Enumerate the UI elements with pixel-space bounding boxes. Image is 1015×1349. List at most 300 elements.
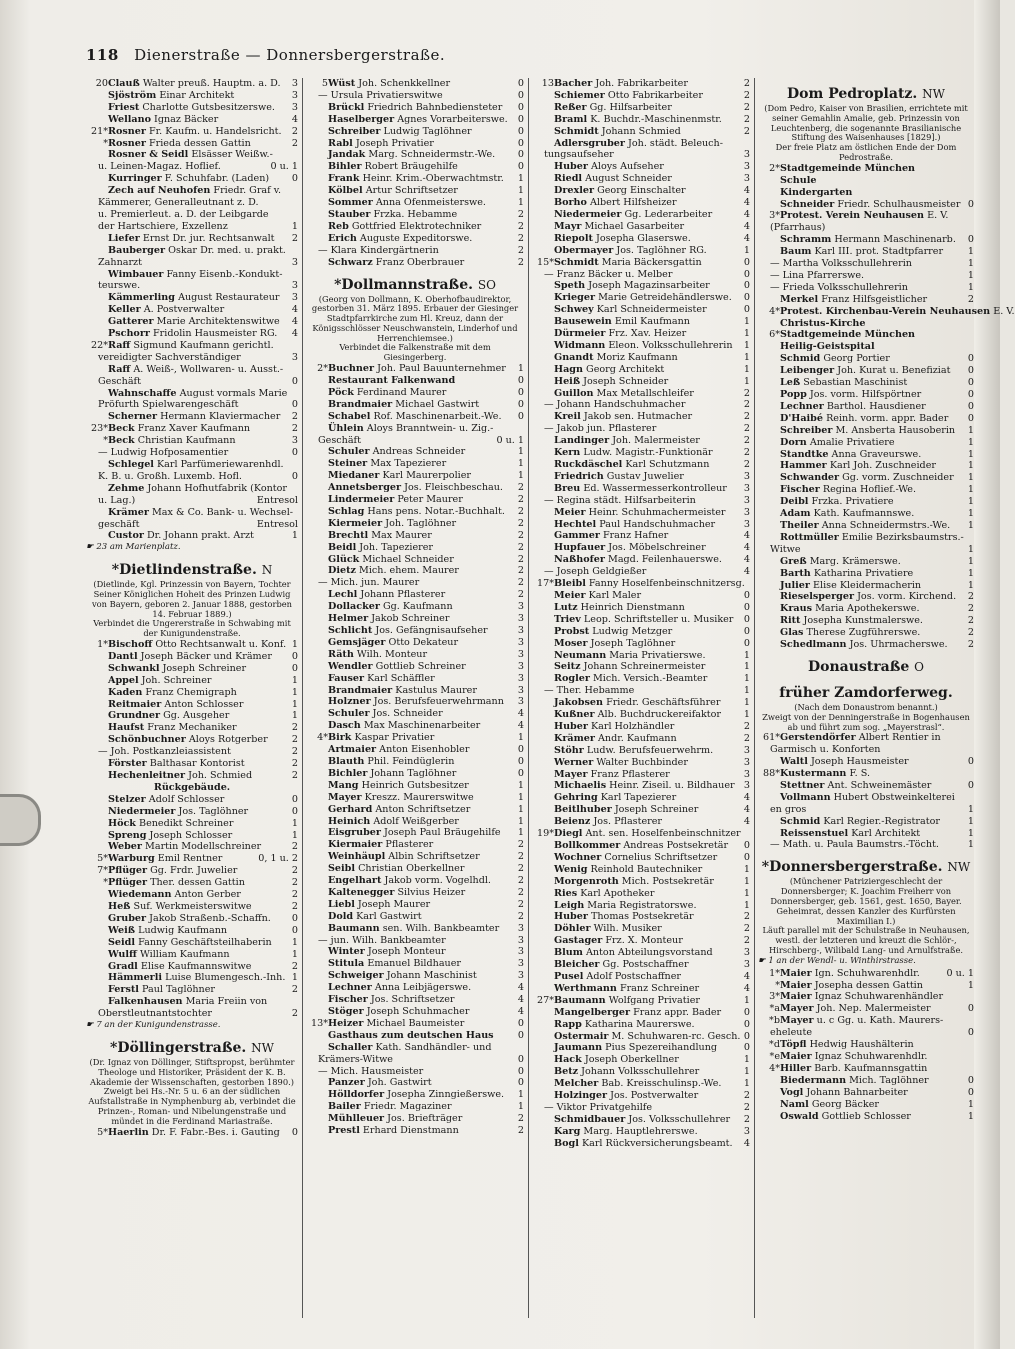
floor-number: 2 <box>743 435 750 447</box>
entry-text <box>544 685 741 697</box>
house-number <box>306 685 328 697</box>
occupation: Aloys Branntwein- u. Zig.- <box>366 422 494 434</box>
entry-text <box>108 102 289 114</box>
resident-name: Schönbuchner <box>108 734 186 746</box>
resident-entry <box>86 841 298 853</box>
floor-number: 2 <box>743 923 750 935</box>
resident-entry <box>532 1138 750 1150</box>
entry-text <box>328 768 515 780</box>
occupation: Amalie Privatiere <box>809 436 895 448</box>
occupation: Joseph Bäcker und Krämer <box>140 650 272 662</box>
resident-entry <box>86 746 298 758</box>
resident-name: Mang <box>328 779 359 791</box>
resident-name: Vollmann <box>780 791 831 803</box>
resident-name: Kreil <box>554 411 581 423</box>
occupation: Johann Maschinist <box>386 970 477 982</box>
entry-text <box>780 1003 965 1015</box>
entry-text <box>98 209 298 221</box>
resident-name: Birk <box>328 732 352 744</box>
house-number: 3* <box>769 210 780 222</box>
resident-name: Schaller <box>328 1041 373 1053</box>
occupation: Ludwig Metzger <box>592 625 673 637</box>
entry-text <box>554 376 741 388</box>
floor-number: 1 <box>967 1098 974 1110</box>
entry-text <box>108 865 289 877</box>
street-note: Verbindet die Falkenstraße mit dem Giesingerberg. <box>339 342 491 363</box>
entry-text <box>108 806 289 818</box>
resident-entry <box>532 983 750 995</box>
occupation: Mich. Versich.-Beamter <box>592 673 708 685</box>
resident-name: Hack <box>554 1054 582 1066</box>
resident-name: Warburg <box>108 853 155 865</box>
resident-entry <box>306 1077 524 1089</box>
floor-number: 1 <box>517 446 524 458</box>
floor-number: 4 <box>743 970 750 982</box>
house-number <box>306 126 328 138</box>
resident-entry <box>306 946 524 958</box>
house-number <box>306 1089 328 1101</box>
resident-entry <box>532 376 750 388</box>
house-number: * <box>103 137 108 149</box>
floor-number: 1 <box>517 470 524 482</box>
resident-entry <box>306 138 524 150</box>
floor-number: 2 <box>517 529 524 541</box>
floor-number: 3 <box>743 959 750 971</box>
house-number <box>86 459 108 471</box>
occupation: Sebastian Maschinist <box>803 377 908 389</box>
resident-name: Meier <box>554 589 586 601</box>
floor-number: 1 <box>967 472 974 484</box>
floor-number: 2 <box>517 839 524 851</box>
resident-name: Kämmerling <box>108 292 175 304</box>
entry-text <box>780 329 974 341</box>
house-number <box>306 875 328 887</box>
entry-text <box>780 365 965 377</box>
floor-number: 1 <box>967 1110 974 1122</box>
resident-entry <box>758 1027 974 1039</box>
resident-entry <box>758 425 974 437</box>
entry-text <box>328 173 515 185</box>
entry-text <box>780 199 965 211</box>
resident-name: Reßer <box>554 101 587 113</box>
house-number: 23* <box>90 423 108 435</box>
resident-name: Schedlmann <box>780 639 847 651</box>
floor-number: 0 <box>743 1030 750 1042</box>
house-number <box>758 532 780 544</box>
occupation: Michael Baumeister <box>366 1017 465 1029</box>
entry-text <box>780 377 965 389</box>
entry-text <box>108 651 289 663</box>
resident-entry <box>758 1003 974 1015</box>
floor-number: 0 <box>967 1086 974 1098</box>
entry-text <box>108 794 289 806</box>
resident-entry <box>306 1125 524 1137</box>
resident-name: Gnandt <box>554 351 594 363</box>
resident-entry <box>86 663 298 675</box>
floor-number: 1 <box>517 827 524 839</box>
resident-entry <box>758 341 974 353</box>
entry-text <box>780 828 965 840</box>
resident-entry <box>86 245 298 257</box>
occupation: Gg. vorm. Zuschneider <box>842 472 954 484</box>
house-number <box>758 591 780 603</box>
house-number: 2* <box>317 363 328 375</box>
occupation: Barthol. Hausdiener <box>826 400 926 412</box>
entry-text <box>98 352 289 364</box>
entry-text <box>318 90 515 102</box>
entry-text <box>108 459 298 471</box>
occupation: Franz Pflasterer <box>590 768 670 780</box>
occupation: Adolf Postschaffner <box>586 970 681 982</box>
resident-entry <box>306 994 524 1006</box>
resident-entry <box>86 818 298 830</box>
entry-text <box>328 756 515 768</box>
floor-number: 0 <box>517 101 524 113</box>
floor-number: 1 <box>517 185 524 197</box>
resident-entry <box>86 865 298 877</box>
floor-number: 2 <box>517 863 524 875</box>
entry-text <box>328 114 515 126</box>
resident-entry <box>86 269 298 281</box>
floor-number: 4 <box>291 316 298 328</box>
floor-number: 1 <box>743 1066 750 1078</box>
entry-text <box>554 733 741 745</box>
house-number <box>532 780 554 792</box>
floor-number: 1 <box>291 530 298 542</box>
resident-entry <box>758 568 974 580</box>
resident-name: Morgenroth <box>554 875 619 887</box>
entry-text <box>780 341 974 353</box>
occupation: Josepha dessen Gattin <box>814 979 923 991</box>
resident-name: Stadtgemeinde München <box>780 162 916 174</box>
resident-name: Greß <box>780 555 807 567</box>
entry-text <box>328 375 515 387</box>
occupation: Joseph Paul Bräugehilfe <box>384 827 501 839</box>
resident-entry <box>306 399 524 411</box>
entry-text <box>780 591 965 603</box>
house-number <box>306 899 328 911</box>
house-number: 17* <box>536 578 554 590</box>
resident-entry <box>532 209 750 221</box>
entry-text <box>780 792 974 804</box>
house-number <box>86 304 108 316</box>
occupation: Emil Kaufmann <box>614 316 690 328</box>
occupation: sen. Wilh. Bankbeamter <box>382 922 500 934</box>
resident-entry <box>532 971 750 983</box>
floor-number: 4 <box>517 720 524 732</box>
resident-name: Räth <box>328 648 354 660</box>
floor-number: 0 <box>291 375 298 387</box>
house-number <box>758 449 780 461</box>
resident-entry <box>306 1018 524 1030</box>
resident-name: Wulff <box>108 948 137 960</box>
floor-number: 3 <box>743 947 750 959</box>
resident-entry <box>86 675 298 687</box>
resident-name: Kiermeier <box>328 517 383 529</box>
entry-text <box>554 1126 741 1138</box>
house-number <box>306 554 328 566</box>
entry-text <box>554 745 741 757</box>
resident-entry <box>86 949 298 961</box>
floor-number: 3 <box>517 696 524 708</box>
resident-entry <box>306 1101 524 1113</box>
floor-number: 0 <box>967 779 974 791</box>
occupation: — Ludwig Hofposamentier <box>98 447 229 459</box>
occupation: Joh. Tapezierer <box>359 541 434 553</box>
entry-text <box>108 269 298 281</box>
house-number <box>306 518 328 530</box>
occupation: Joseph Schuhmacher <box>366 1006 470 1018</box>
occupation: Heinrich Gutsbesitzer <box>361 779 469 791</box>
entry-text <box>544 1102 741 1114</box>
occupation: Jakob Schreiner <box>371 613 450 625</box>
resident-name: Jakobsen <box>554 697 603 709</box>
occupation: Fridolin Hausmeister RG. <box>153 328 278 340</box>
resident-entry <box>532 661 750 673</box>
entry-text <box>770 544 965 556</box>
house-number <box>86 675 108 687</box>
resident-entry <box>306 363 524 375</box>
resident-entry <box>532 138 750 150</box>
occupation: Benedikt Schreiner <box>139 817 234 829</box>
house-number <box>758 353 780 365</box>
floor-number: 1 <box>967 484 974 496</box>
resident-name: Niedermeier <box>108 805 176 817</box>
occupation: Marie Architektenswitwe <box>156 316 280 328</box>
entry-text <box>780 294 965 306</box>
entry-text <box>108 961 289 973</box>
house-number <box>306 161 328 173</box>
occupation: u. c Gg. u. Kath. Maurers- <box>816 1015 944 1027</box>
resident-entry <box>306 851 524 863</box>
resident-name: Landinger <box>554 435 610 447</box>
house-number <box>532 471 554 483</box>
resident-entry <box>532 507 750 519</box>
occupation: Artur Schriftsetzer <box>365 185 458 197</box>
floor-number: 1 <box>967 269 974 281</box>
occupation: der Hartschiere, Exzellenz <box>98 220 228 232</box>
entry-text <box>780 437 965 449</box>
resident-entry <box>86 185 298 197</box>
floor-number: 1 <box>967 281 974 293</box>
entry-text <box>328 233 515 245</box>
occupation: Kreszz. Maurerswitwe <box>364 791 474 803</box>
house-number <box>306 1113 328 1125</box>
house-number: 1* <box>97 639 108 651</box>
entry-text <box>780 968 943 980</box>
occupation: Hubert Obstweinkelterei <box>833 791 955 803</box>
resident-entry <box>86 710 298 722</box>
resident-name: Dasch <box>328 720 361 732</box>
resident-name: Lechl <box>328 589 358 601</box>
entry-text <box>780 627 965 639</box>
entry-text <box>780 413 965 425</box>
resident-entry <box>306 257 524 269</box>
resident-name: Naßhofer <box>554 554 605 566</box>
house-number <box>532 757 554 769</box>
resident-name: Gruber <box>108 912 147 924</box>
occupation: Charlotte Gutsbesitzerswe. <box>142 101 275 113</box>
floor-number: 1 <box>967 543 974 555</box>
floor-number: 2 <box>291 722 298 734</box>
resident-name: Widmann <box>554 339 606 351</box>
house-number <box>86 233 108 245</box>
resident-entry <box>86 507 298 519</box>
resident-name: Maier <box>780 979 812 991</box>
occupation: Fanny Eisenb.-Kondukt- <box>166 268 283 280</box>
resident-name: Kaden <box>108 686 143 698</box>
floor-number: 2 <box>743 411 750 423</box>
resident-entry <box>532 149 750 161</box>
occupation: Johann Schreinermeister <box>583 661 706 673</box>
floor-number: 3 <box>291 292 298 304</box>
floor-number: 1 <box>517 779 524 791</box>
occupation: Eleon. Volksschullehrerin <box>608 339 733 351</box>
floor-number: 2 <box>291 889 298 901</box>
floor-number: 3 <box>517 660 524 672</box>
resident-name: Seitz <box>554 661 581 673</box>
street-name: *Donnersbergerstraße. <box>761 859 943 876</box>
entry-text <box>554 102 741 114</box>
entry-text <box>554 161 741 173</box>
resident-name: Julier <box>780 579 810 591</box>
occupation: Albert Hilfsheizer <box>590 197 677 209</box>
entry-text <box>770 270 965 282</box>
binding-clip <box>0 794 41 846</box>
entry-text <box>780 1087 965 1099</box>
house-number <box>532 447 554 459</box>
entry-text <box>328 839 515 851</box>
entry-text <box>554 1019 741 1031</box>
floor-number: 1 <box>967 460 974 472</box>
resident-entry <box>86 687 298 699</box>
entry-text <box>328 387 515 399</box>
floor-number: 1 <box>743 328 750 340</box>
resident-name: Ries <box>554 887 578 899</box>
floor-number: 1 <box>517 732 524 744</box>
house-number <box>86 961 108 973</box>
occupation: Georg Architekt <box>586 363 665 375</box>
floor-number: 1 <box>517 363 524 375</box>
occupation: Anton Eisenhobler <box>379 744 470 756</box>
resident-name: Blauth <box>328 755 365 767</box>
house-number <box>306 387 328 399</box>
house-number: 5* <box>97 1126 108 1138</box>
floor-number: 1 <box>743 1078 750 1090</box>
house-number <box>306 494 328 506</box>
occupation: Franz Chemigraph <box>145 686 237 698</box>
resident-entry <box>532 1078 750 1090</box>
floor-number: 2 <box>517 482 524 494</box>
entry-text <box>328 851 515 863</box>
resident-name: Heiß <box>554 375 581 387</box>
resident-entry <box>532 816 750 828</box>
house-number <box>86 806 108 818</box>
house-number <box>532 1114 554 1126</box>
resident-entry <box>532 233 750 245</box>
resident-entry <box>532 269 750 281</box>
floor-number: 0 u. 1 <box>946 967 974 979</box>
entry-text <box>780 532 974 544</box>
house-number <box>306 839 328 851</box>
resident-entry <box>532 114 750 126</box>
house-number <box>758 413 780 425</box>
house-number <box>758 294 780 306</box>
occupation: Anton Schriftsetzer <box>375 803 471 815</box>
house-number <box>86 770 108 782</box>
occupation: — Martha Volksschullehrerin <box>770 258 912 270</box>
house-number <box>758 520 780 532</box>
resident-name: Hölldorfer <box>328 1089 385 1101</box>
postal-district: O <box>914 659 924 674</box>
occupation: Anna Schneidermstrs.-We. <box>821 519 951 531</box>
occupation: Georg Einschalter <box>597 185 686 197</box>
resident-entry <box>532 1031 750 1043</box>
floor-number: 0 <box>517 78 524 89</box>
house-number <box>758 568 780 580</box>
house-number <box>86 269 108 281</box>
floor-number: 2 <box>517 577 524 589</box>
occupation: Franz appr. Bader <box>633 1006 722 1018</box>
house-number <box>306 589 328 601</box>
entry-text <box>554 626 741 638</box>
floor-number: 1 <box>743 363 750 375</box>
floor-number: 4 <box>743 530 750 542</box>
resident-entry <box>532 554 750 566</box>
entry-text <box>98 197 298 209</box>
floor-number: 2 <box>517 244 524 256</box>
house-number <box>306 816 328 828</box>
floor-number: 2 <box>743 423 750 435</box>
occupation: Joseph Schreiner <box>614 804 699 816</box>
entry-text <box>554 602 741 614</box>
house-number <box>86 949 108 961</box>
entry-text <box>554 316 741 328</box>
occupation: Walter Buchbinder <box>596 756 688 768</box>
resident-entry <box>86 770 298 782</box>
entry-text <box>554 923 741 935</box>
entry-text <box>554 888 741 900</box>
resident-entry <box>532 673 750 685</box>
floor-number: 2 <box>517 565 524 577</box>
entry-text <box>108 507 298 519</box>
entry-text <box>328 649 515 661</box>
house-number <box>532 245 554 257</box>
floor-number: 0 <box>291 1126 298 1138</box>
floor-number: 1 <box>967 519 974 531</box>
column-4 <box>758 78 1015 1122</box>
entry-text <box>780 401 965 413</box>
occupation: Anton Abteilungsvorstand <box>585 947 713 959</box>
entry-text <box>328 625 515 637</box>
house-number <box>306 138 328 150</box>
resident-name: Zech auf Neuhofen <box>108 185 211 197</box>
occupation: Garmisch u. Konforten <box>770 744 881 756</box>
resident-entry <box>758 318 974 330</box>
house-number <box>306 482 328 494</box>
resident-entry <box>86 961 298 973</box>
floor-number: 0 <box>517 89 524 101</box>
house-number <box>532 923 554 935</box>
floor-number: 1 <box>743 887 750 899</box>
resident-name: Gemsjäger <box>328 636 386 648</box>
entry-text <box>780 1111 965 1123</box>
house-number <box>532 411 554 423</box>
entry-text <box>554 471 741 483</box>
resident-name: Reissenstuel <box>780 827 849 839</box>
entry-text <box>554 1007 741 1019</box>
entry-text <box>770 804 965 816</box>
